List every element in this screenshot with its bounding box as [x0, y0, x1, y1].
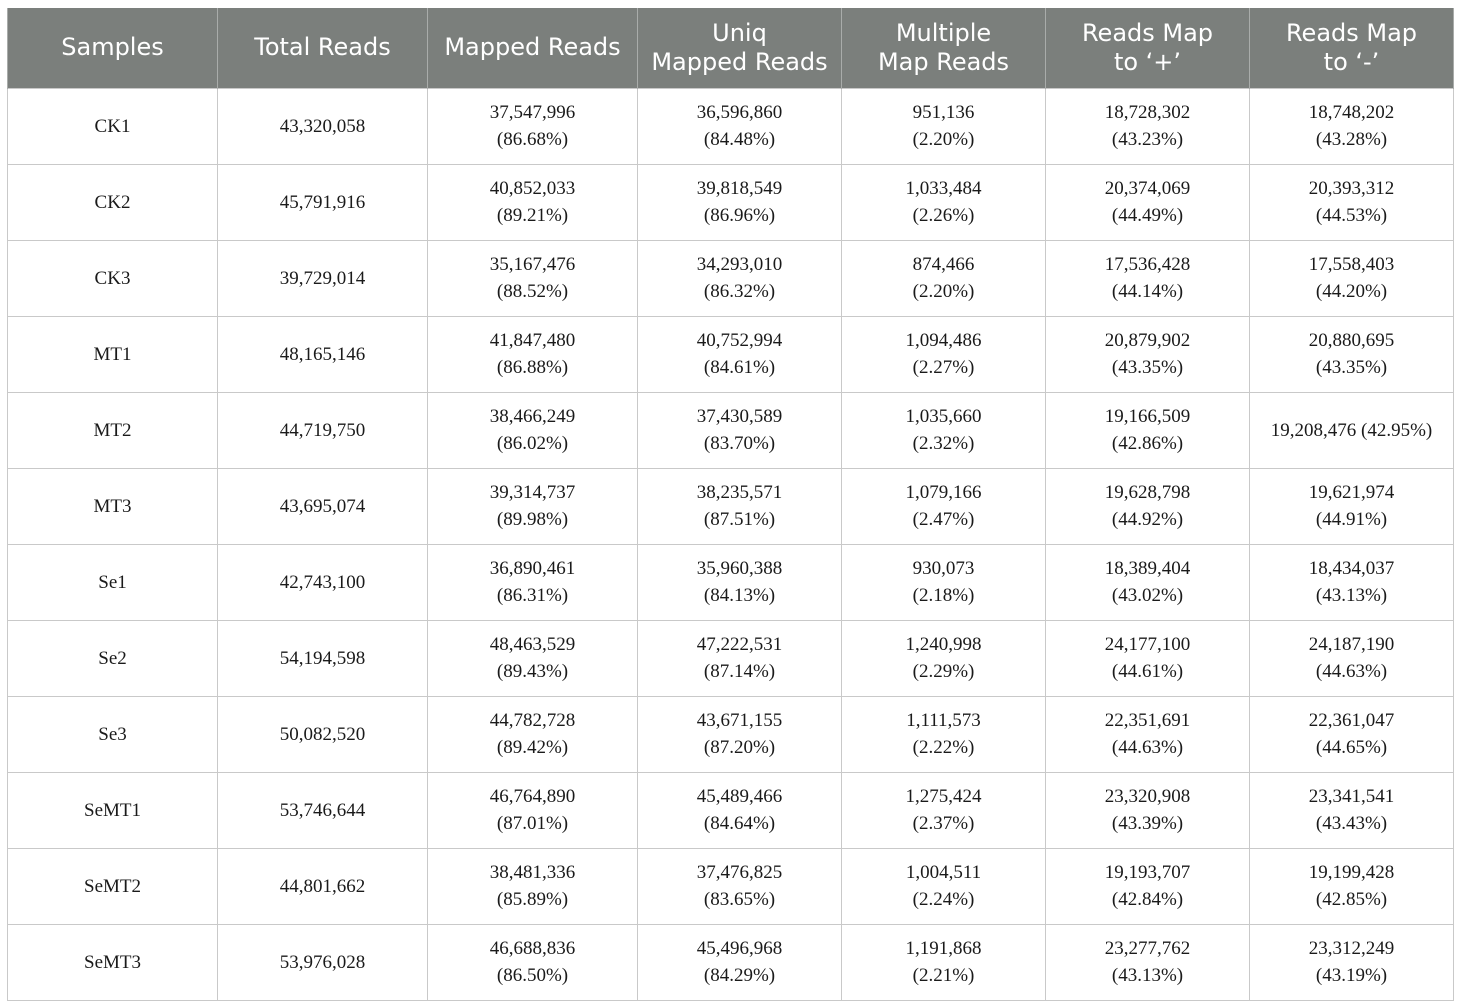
cell-value: Se1: [98, 571, 127, 593]
cell-value: 44,782,728: [489, 710, 576, 731]
mapped-reads-cell: [428, 392, 638, 468]
cell-value: 18,728,302: [1104, 102, 1191, 123]
uniq-mapped-reads-cell: [638, 316, 842, 392]
table-row: [8, 544, 1454, 620]
cell-value: 1,094,486: [905, 330, 982, 351]
uniq-mapped-reads-cell: [638, 772, 842, 848]
cell-value: 46,688,836: [489, 938, 576, 959]
multiple-map-reads-cell: [842, 164, 1046, 240]
table-row: [8, 620, 1454, 696]
cell-percentage: (44.65%): [1315, 737, 1388, 758]
cell-value: 40,852,033: [489, 178, 576, 199]
cell-value: 930,073: [912, 558, 975, 579]
uniq-mapped-reads-cell: [638, 544, 842, 620]
cell-value: CK2: [94, 191, 131, 213]
uniq-mapped-reads-cell: [638, 620, 842, 696]
cell-percentage: (44.49%): [1111, 205, 1184, 226]
uniq-mapped-reads-cell: [638, 696, 842, 772]
cell-value: 17,536,428: [1104, 254, 1191, 275]
cell-value: 35,960,388: [696, 558, 783, 579]
cell-value: 39,314,737: [489, 482, 576, 503]
cell-percentage: (43.19%): [1315, 965, 1388, 986]
multiple-map-reads-cell: [842, 696, 1046, 772]
uniq-mapped-reads-cell: [638, 164, 842, 240]
multiple-map-reads-cell: [842, 392, 1046, 468]
sample-cell: [8, 164, 218, 240]
cell-value: 1,111,573: [906, 710, 981, 731]
cell-percentage: (2.47%): [912, 509, 975, 530]
cell-value: 53,746,644: [279, 799, 366, 821]
cell-percentage: (89.21%): [496, 205, 569, 226]
cell-value: 48,165,146: [279, 343, 366, 365]
mapped-reads-cell: [428, 848, 638, 924]
multiple-map-reads-cell: [842, 88, 1046, 164]
header-multiple-map-reads: Multiple Map Reads: [842, 8, 1046, 88]
header-row: [8, 8, 1454, 88]
sample-cell: [8, 392, 218, 468]
total-reads-cell: [218, 924, 428, 1000]
table-row: [8, 696, 1454, 772]
reads-map-minus-cell: [1250, 620, 1454, 696]
cell-value: 20,879,902: [1104, 330, 1191, 351]
cell-value: 23,341,541: [1308, 786, 1395, 807]
reads-map-minus-cell: [1250, 392, 1454, 468]
reads-map-minus-cell: [1250, 848, 1454, 924]
cell-value: 23,312,249: [1308, 938, 1395, 959]
mapped-reads-cell: [428, 772, 638, 848]
cell-value: 951,136: [912, 102, 975, 123]
sample-cell: [8, 468, 218, 544]
cell-percentage: (43.35%): [1111, 357, 1184, 378]
cell-value: 23,320,908: [1104, 786, 1191, 807]
reads-map-minus-cell: [1250, 88, 1454, 164]
cell-value: 50,082,520: [279, 723, 366, 745]
reads-map-plus-cell: [1046, 316, 1250, 392]
cell-value: 34,293,010: [696, 254, 783, 275]
cell-percentage: (44.92%): [1111, 509, 1184, 530]
cell-value: 45,489,466: [696, 786, 783, 807]
mapped-reads-cell: [428, 620, 638, 696]
uniq-mapped-reads-cell: [638, 88, 842, 164]
mapped-reads-cell: [428, 468, 638, 544]
reads-map-plus-cell: [1046, 88, 1250, 164]
mapped-reads-cell: [428, 316, 638, 392]
cell-percentage: (43.43%): [1315, 813, 1388, 834]
cell-value: 38,481,336: [489, 862, 576, 883]
cell-percentage: (2.20%): [912, 129, 975, 150]
cell-value: 19,193,707: [1104, 862, 1191, 883]
cell-value: 19,208,476 (42.95%): [1270, 419, 1433, 441]
reads-map-minus-cell: [1250, 696, 1454, 772]
cell-value: 23,277,762: [1104, 938, 1191, 959]
cell-value: 41,847,480: [489, 330, 576, 351]
cell-percentage: (86.02%): [496, 433, 569, 454]
cell-percentage: (86.31%): [496, 585, 569, 606]
cell-percentage: (2.32%): [912, 433, 975, 454]
cell-value: 45,496,968: [696, 938, 783, 959]
cell-percentage: (44.63%): [1315, 661, 1388, 682]
reads-map-minus-cell: [1250, 316, 1454, 392]
cell-value: 20,374,069: [1104, 178, 1191, 199]
cell-percentage: (84.13%): [703, 585, 776, 606]
multiple-map-reads-cell: [842, 848, 1046, 924]
total-reads-cell: [218, 164, 428, 240]
cell-value: 39,729,014: [279, 267, 366, 289]
cell-percentage: (86.96%): [703, 205, 776, 226]
cell-percentage: (87.20%): [703, 737, 776, 758]
cell-value: 19,199,428: [1308, 862, 1395, 883]
cell-percentage: (2.20%): [912, 281, 975, 302]
table-row: [8, 848, 1454, 924]
cell-percentage: (89.42%): [496, 737, 569, 758]
cell-percentage: (2.37%): [912, 813, 975, 834]
cell-percentage: (2.18%): [912, 585, 975, 606]
table-row: [8, 88, 1454, 164]
uniq-mapped-reads-cell: [638, 468, 842, 544]
sample-cell: [8, 240, 218, 316]
cell-percentage: (88.52%): [496, 281, 569, 302]
sample-cell: [8, 544, 218, 620]
cell-value: 18,748,202: [1308, 102, 1395, 123]
reads-map-plus-cell: [1046, 468, 1250, 544]
cell-percentage: (84.61%): [703, 357, 776, 378]
multiple-map-reads-cell: [842, 620, 1046, 696]
cell-percentage: (87.14%): [703, 661, 776, 682]
cell-value: 17,558,403: [1308, 254, 1395, 275]
cell-value: 18,389,404: [1104, 558, 1191, 579]
cell-value: 45,791,916: [279, 191, 366, 213]
cell-value: 36,596,860: [696, 102, 783, 123]
cell-value: 40,752,994: [696, 330, 783, 351]
cell-value: 1,035,660: [905, 406, 982, 427]
cell-value: 37,476,825: [696, 862, 783, 883]
mapped-reads-cell: [428, 240, 638, 316]
cell-percentage: (86.32%): [703, 281, 776, 302]
cell-value: 38,466,249: [489, 406, 576, 427]
sample-cell: [8, 620, 218, 696]
total-reads-cell: [218, 240, 428, 316]
cell-percentage: (42.84%): [1111, 889, 1184, 910]
cell-percentage: (85.89%): [496, 889, 569, 910]
cell-percentage: (2.22%): [912, 737, 975, 758]
cell-percentage: (2.26%): [912, 205, 975, 226]
cell-percentage: (89.43%): [496, 661, 569, 682]
cell-value: 38,235,571: [696, 482, 783, 503]
reads-map-minus-cell: [1250, 164, 1454, 240]
cell-value: 1,079,166: [905, 482, 982, 503]
cell-percentage: (87.51%): [703, 509, 776, 530]
sample-cell: [8, 924, 218, 1000]
cell-value: 35,167,476: [489, 254, 576, 275]
mapped-reads-cell: [428, 164, 638, 240]
multiple-map-reads-cell: [842, 316, 1046, 392]
cell-percentage: (43.02%): [1111, 585, 1184, 606]
cell-percentage: (44.53%): [1315, 205, 1388, 226]
cell-value: 1,004,511: [905, 862, 982, 883]
reads-map-plus-cell: [1046, 848, 1250, 924]
cell-percentage: (2.24%): [912, 889, 975, 910]
sample-cell: [8, 848, 218, 924]
cell-percentage: (89.98%): [496, 509, 569, 530]
header-total-reads: Total Reads: [218, 8, 428, 88]
cell-value: 46,764,890: [489, 786, 576, 807]
cell-value: MT1: [93, 343, 132, 365]
cell-value: 37,547,996: [489, 102, 576, 123]
cell-value: Se3: [98, 723, 127, 745]
header-samples: Samples: [8, 8, 218, 88]
cell-percentage: (86.68%): [496, 129, 569, 150]
mapped-reads-cell: [428, 88, 638, 164]
reads-map-plus-cell: [1046, 240, 1250, 316]
cell-percentage: (43.35%): [1315, 357, 1388, 378]
cell-value: 44,801,662: [279, 875, 366, 897]
cell-value: 1,033,484: [905, 178, 982, 199]
cell-percentage: (44.20%): [1315, 281, 1388, 302]
cell-percentage: (43.39%): [1111, 813, 1184, 834]
cell-value: 19,628,798: [1104, 482, 1191, 503]
cell-percentage: (87.01%): [496, 813, 569, 834]
cell-value: 53,976,028: [279, 951, 366, 973]
total-reads-cell: [218, 88, 428, 164]
cell-percentage: (43.13%): [1111, 965, 1184, 986]
cell-percentage: (83.65%): [703, 889, 776, 910]
reads-map-minus-cell: [1250, 240, 1454, 316]
table-row: [8, 772, 1454, 848]
multiple-map-reads-cell: [842, 544, 1046, 620]
cell-value: 47,222,531: [696, 634, 783, 655]
cell-value: 20,393,312: [1308, 178, 1395, 199]
cell-value: 22,361,047: [1308, 710, 1395, 731]
header-mapped-reads: Mapped Reads: [428, 8, 638, 88]
cell-percentage: (2.27%): [912, 357, 975, 378]
total-reads-cell: [218, 772, 428, 848]
cell-percentage: (42.86%): [1111, 433, 1184, 454]
cell-value: 1,275,424: [905, 786, 982, 807]
cell-value: SeMT1: [84, 799, 141, 821]
reads-map-minus-cell: [1250, 772, 1454, 848]
table-row: [8, 468, 1454, 544]
cell-value: 43,671,155: [696, 710, 783, 731]
cell-percentage: (42.85%): [1315, 889, 1388, 910]
cell-value: 19,621,974: [1308, 482, 1395, 503]
total-reads-cell: [218, 848, 428, 924]
reads-map-minus-cell: [1250, 468, 1454, 544]
cell-value: 24,177,100: [1104, 634, 1191, 655]
multiple-map-reads-cell: [842, 924, 1046, 1000]
cell-value: Se2: [98, 647, 127, 669]
cell-percentage: (2.21%): [912, 965, 975, 986]
cell-percentage: (2.29%): [912, 661, 975, 682]
total-reads-cell: [218, 696, 428, 772]
cell-value: MT3: [93, 495, 132, 517]
cell-value: 1,191,868: [905, 938, 982, 959]
table-row: [8, 240, 1454, 316]
uniq-mapped-reads-cell: [638, 392, 842, 468]
cell-value: SeMT3: [84, 951, 141, 973]
reads-map-plus-cell: [1046, 544, 1250, 620]
cell-percentage: (84.29%): [703, 965, 776, 986]
cell-value: 24,187,190: [1308, 634, 1395, 655]
cell-value: 37,430,589: [696, 406, 783, 427]
total-reads-cell: [218, 316, 428, 392]
cell-percentage: (44.14%): [1111, 281, 1184, 302]
multiple-map-reads-cell: [842, 468, 1046, 544]
table-row: [8, 392, 1454, 468]
cell-value: CK3: [94, 267, 131, 289]
sample-cell: [8, 696, 218, 772]
cell-value: 36,890,461: [489, 558, 576, 579]
cell-percentage: (43.23%): [1111, 129, 1184, 150]
cell-value: SeMT2: [84, 875, 141, 897]
mapped-reads-cell: [428, 696, 638, 772]
reads-map-plus-cell: [1046, 620, 1250, 696]
cell-value: 22,351,691: [1104, 710, 1191, 731]
cell-percentage: (43.13%): [1315, 585, 1388, 606]
reads-map-plus-cell: [1046, 392, 1250, 468]
cell-value: 44,719,750: [279, 419, 366, 441]
uniq-mapped-reads-cell: [638, 924, 842, 1000]
cell-value: 43,695,074: [279, 495, 366, 517]
cell-value: 1,240,998: [905, 634, 982, 655]
cell-value: 18,434,037: [1308, 558, 1395, 579]
total-reads-cell: [218, 468, 428, 544]
cell-value: 48,463,529: [489, 634, 576, 655]
header-reads-map-plus: Reads Map to ‘+’: [1046, 8, 1250, 88]
cell-value: 42,743,100: [279, 571, 366, 593]
cell-value: 54,194,598: [279, 647, 366, 669]
cell-percentage: (44.91%): [1315, 509, 1388, 530]
cell-value: 39,818,549: [696, 178, 783, 199]
cell-percentage: (84.48%): [703, 129, 776, 150]
header-reads-map-minus: Reads Map to ‘-’: [1250, 8, 1454, 88]
table-row: [8, 164, 1454, 240]
sample-cell: [8, 316, 218, 392]
table-row: [8, 316, 1454, 392]
total-reads-cell: [218, 620, 428, 696]
table-body: [8, 88, 1454, 1000]
sample-cell: [8, 88, 218, 164]
cell-percentage: (86.88%): [496, 357, 569, 378]
uniq-mapped-reads-cell: [638, 848, 842, 924]
reads-map-plus-cell: [1046, 772, 1250, 848]
cell-value: 874,466: [912, 254, 975, 275]
reads-mapping-table: [7, 8, 1454, 1001]
multiple-map-reads-cell: [842, 240, 1046, 316]
sample-cell: [8, 772, 218, 848]
cell-value: 20,880,695: [1308, 330, 1395, 351]
mapped-reads-cell: [428, 544, 638, 620]
total-reads-cell: [218, 392, 428, 468]
cell-value: CK1: [94, 115, 131, 137]
cell-percentage: (44.61%): [1111, 661, 1184, 682]
reads-map-minus-cell: [1250, 924, 1454, 1000]
cell-percentage: (44.63%): [1111, 737, 1184, 758]
cell-percentage: (84.64%): [703, 813, 776, 834]
total-reads-cell: [218, 544, 428, 620]
cell-value: 19,166,509: [1104, 406, 1191, 427]
reads-map-plus-cell: [1046, 924, 1250, 1000]
reads-map-plus-cell: [1046, 696, 1250, 772]
uniq-mapped-reads-cell: [638, 240, 842, 316]
multiple-map-reads-cell: [842, 772, 1046, 848]
cell-percentage: (86.50%): [496, 965, 569, 986]
mapped-reads-cell: [428, 924, 638, 1000]
header-uniq-mapped-reads: Uniq Mapped Reads: [638, 8, 842, 88]
cell-percentage: (83.70%): [703, 433, 776, 454]
cell-value: MT2: [93, 419, 132, 441]
reads-map-minus-cell: [1250, 544, 1454, 620]
reads-map-plus-cell: [1046, 164, 1250, 240]
table-row: [8, 924, 1454, 1000]
cell-value: 43,320,058: [279, 115, 366, 137]
cell-percentage: (43.28%): [1315, 129, 1388, 150]
